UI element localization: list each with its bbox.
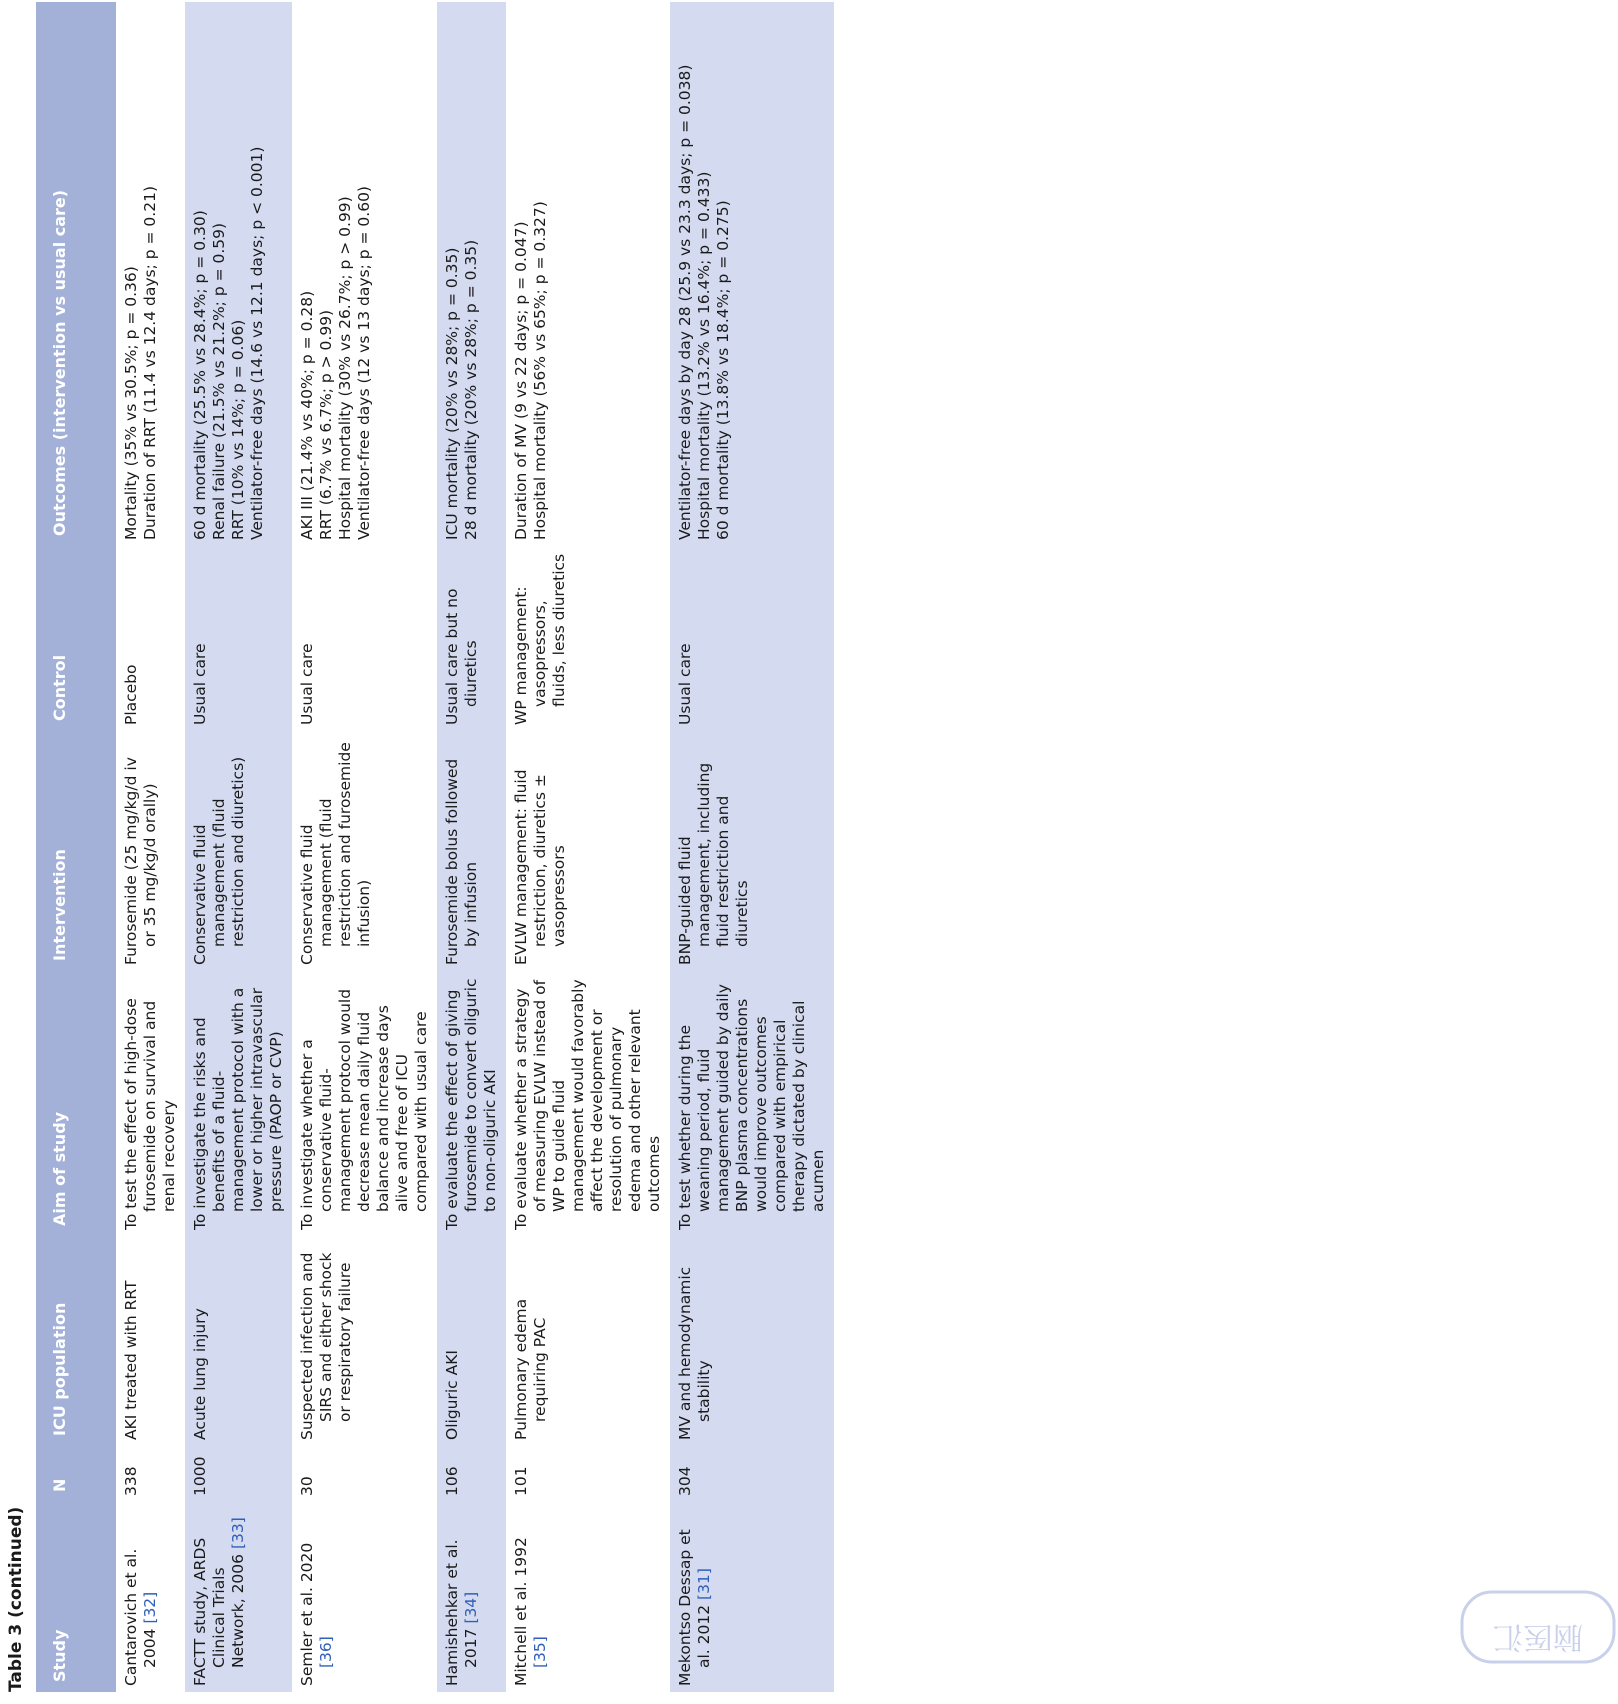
table-header-row (36, 2, 116, 1692)
cell-population (437, 1236, 506, 1446)
cell-control (185, 546, 292, 731)
study-name: FACTT study, ARDS Clinical Trials Network, 2006 (191, 1537, 247, 1686)
watermark-logo (1458, 1588, 1618, 1666)
cell-control (670, 546, 834, 731)
study-aim: To investigate whether a conservative fluid-management protocol would decrease mean daily fluid balance and increase days alive and free of ICU compared with usual care (298, 988, 430, 1230)
cell-population (670, 1236, 834, 1446)
col-header-aim: Aim of study (36, 971, 116, 1236)
cell-outcomes (185, 2, 292, 546)
cell-intervention (185, 731, 292, 971)
intervention-text: EVLW management: fluid restriction, diuretics ± vasopressors (512, 769, 568, 965)
outcome-item: 60 d mortality (25.5% vs 28.4%; p = 0.30) (191, 210, 209, 540)
study-citation (191, 1508, 248, 1686)
table-row (437, 2, 506, 1692)
study-name: Mitchell et al. 1992 (512, 1537, 530, 1686)
study-name: Cantarovich et al. 2004 (122, 1548, 159, 1686)
cell-population (292, 1236, 437, 1446)
cell-n (670, 1446, 834, 1502)
control-text: Placebo (122, 664, 140, 725)
col-header-population: ICU population (36, 1236, 116, 1446)
watermark-text: 脑医汇 (1493, 1619, 1583, 1654)
cell-population (116, 1236, 185, 1446)
cell-n (116, 1446, 185, 1502)
study-citation (676, 1508, 714, 1686)
col-header-intervention: Intervention (36, 731, 116, 971)
cell-outcomes (506, 2, 670, 546)
cell-control (116, 546, 185, 731)
cell-study (670, 1502, 834, 1692)
sample-size: 101 (512, 1466, 530, 1496)
cell-aim (185, 971, 292, 1236)
icu-population: Pulmonary edema requiring PAC (512, 1298, 549, 1440)
cell-population (506, 1236, 670, 1446)
study-aim: To test the effect of high-dose furosemide on survival and renal recovery (122, 998, 178, 1230)
control-text: Usual care (676, 643, 694, 725)
outcome-item: Duration of RRT (11.4 vs 12.4 days; p = 0.21) (141, 186, 159, 540)
cell-n (292, 1446, 437, 1502)
outcome-item: Ventilator-free days by day 28 (25.9 vs 23.3 days; p = 0.038) (676, 64, 694, 540)
sample-size: 30 (298, 1476, 316, 1496)
intervention-text: Conservative fluid management (fluid restriction and furosemide infusion) (298, 742, 373, 965)
outcome-item: RRT (10% vs 14%; p = 0.06) (229, 319, 247, 540)
outcome-item: Duration of MV (9 vs 22 days; p = 0.047) (512, 221, 530, 540)
cell-study (506, 1502, 670, 1692)
table-body (116, 2, 834, 1692)
cell-study (437, 1502, 506, 1692)
icu-population: MV and hemodynamic stability (676, 1266, 713, 1440)
cell-n (437, 1446, 506, 1502)
outcome-item: Ventilator-free days (12 vs 13 days; p = 0.60) (355, 186, 373, 540)
reference-link[interactable]: [31] (695, 1568, 713, 1600)
table-row (292, 2, 437, 1692)
table-row (506, 2, 670, 1692)
outcome-item: 60 d mortality (13.8% vs 18.4%; p = 0.275) (714, 200, 732, 540)
sample-size: 1000 (191, 1456, 209, 1496)
cell-n (185, 1446, 292, 1502)
sample-size: 106 (443, 1466, 461, 1496)
col-header-outcomes: Outcomes (intervention vs usual care) (36, 2, 116, 546)
table-row (116, 2, 185, 1692)
cell-aim (437, 971, 506, 1236)
reference-link[interactable]: [32] (141, 1591, 159, 1624)
outcome-item: ICU mortality (20% vs 28%; p = 0.35) (443, 247, 461, 540)
cell-aim (670, 971, 834, 1236)
icu-population: Suspected infection and SIRS and either shock or respiratory failure (298, 1252, 354, 1440)
study-citation (443, 1508, 481, 1686)
study-aim: To test whether during the weaning period, fluid management guided by daily BNP plasma concentrations would improve outcomes compared with empirical therapy dictated by clinical acumen (676, 984, 827, 1230)
study-name: Semler et al. 2020 (298, 1542, 316, 1686)
cell-aim (116, 971, 185, 1236)
cell-intervention (670, 731, 834, 971)
cell-control (437, 546, 506, 731)
outcome-item: Hospital mortality (30% vs 26.7%; p > 0.99) (336, 196, 354, 540)
cell-population (185, 1236, 292, 1446)
outcome-item: RRT (6.7% vs 6.7%; p > 0.99) (317, 309, 335, 540)
study-name: Mekontso Dessap et al. 2012 (676, 1529, 713, 1686)
control-text: Usual care but no diuretics (443, 588, 480, 725)
outcome-item: Ventilator-free days (14.6 vs 12.1 days; p < 0.001) (248, 146, 266, 540)
reference-link[interactable]: [34] (462, 1591, 480, 1624)
cell-aim (506, 971, 670, 1236)
col-header-control: Control (36, 546, 116, 731)
intervention-text: BNP-guided fluid management, including fluid restriction and diuretics (676, 762, 751, 965)
table-caption: Table 3 (continued) (6, 1506, 26, 1692)
study-aim: To investigate the risks and benefits of a fluid-management protocol with a lower or higher intravascular pressure (PAOP or CVP) (191, 987, 285, 1230)
results-table (36, 2, 834, 1692)
outcome-item: Mortality (35% vs 30.5%; p = 0.36) (122, 266, 140, 540)
table-row (185, 2, 292, 1692)
outcome-item: AKI III (21.4% vs 40%; p = 0.28) (298, 290, 316, 540)
reference-link[interactable]: [36] (317, 1636, 335, 1668)
col-header-study: Study (36, 1502, 116, 1692)
study-aim: To evaluate whether a strategy of measuring EVLW instead of WP to guide fluid management would favorably affect the development or resolution of pulmonary edema and other relevant outcomes (512, 979, 663, 1230)
cell-study (185, 1502, 292, 1692)
reference-link[interactable]: [35] (531, 1636, 549, 1668)
outcome-item: Hospital mortality (56% vs 65%; p = 0.327) (531, 201, 549, 540)
reference-link[interactable]: [33] (229, 1517, 247, 1550)
sample-size: 338 (122, 1466, 140, 1496)
intervention-text: Furosemide bolus followed by infusion (443, 758, 480, 965)
cell-intervention (116, 731, 185, 971)
cell-aim (292, 971, 437, 1236)
control-text: Usual care (191, 643, 209, 725)
cell-outcomes (116, 2, 185, 546)
study-name: Hamishehkar et al. 2017 (443, 1539, 480, 1686)
cell-intervention (292, 731, 437, 971)
study-citation (122, 1508, 160, 1686)
control-text: WP management: vasopressors, fluids, less diuretics (512, 553, 568, 725)
outcome-item: Renal failure (21.5% vs 21.2%; p = 0.59) (210, 222, 228, 540)
cell-study (116, 1502, 185, 1692)
icu-population: AKI treated with RRT (122, 1280, 140, 1440)
intervention-text: Furosemide (25 mg/kg/d iv or 35 mg/kg/d orally) (122, 757, 159, 965)
cell-intervention (506, 731, 670, 971)
cell-control (506, 546, 670, 731)
col-header-n: N (36, 1446, 116, 1502)
cell-study (292, 1502, 437, 1692)
sample-size: 304 (676, 1466, 694, 1496)
icu-population: Acute lung injury (191, 1308, 209, 1440)
outcome-item: Hospital mortality (13.2% vs 16.4%; p = 0.433) (695, 171, 713, 540)
cell-outcomes (292, 2, 437, 546)
table-row (670, 2, 834, 1692)
icu-population: Oliguric AKI (443, 1350, 461, 1440)
study-aim: To evaluate the effect of giving furosemide to convert oliguric to non-oliguric AKI (443, 978, 499, 1230)
cell-intervention (437, 731, 506, 971)
cell-control (292, 546, 437, 731)
cell-outcomes (437, 2, 506, 546)
study-citation (298, 1508, 336, 1686)
cell-n (506, 1446, 670, 1502)
control-text: Usual care (298, 643, 316, 725)
cell-outcomes (670, 2, 834, 546)
study-citation (512, 1508, 550, 1686)
intervention-text: Conservative fluid management (fluid restriction and diuretics) (191, 756, 247, 965)
outcome-item: 28 d mortality (20% vs 28%; p = 0.35) (462, 239, 480, 540)
